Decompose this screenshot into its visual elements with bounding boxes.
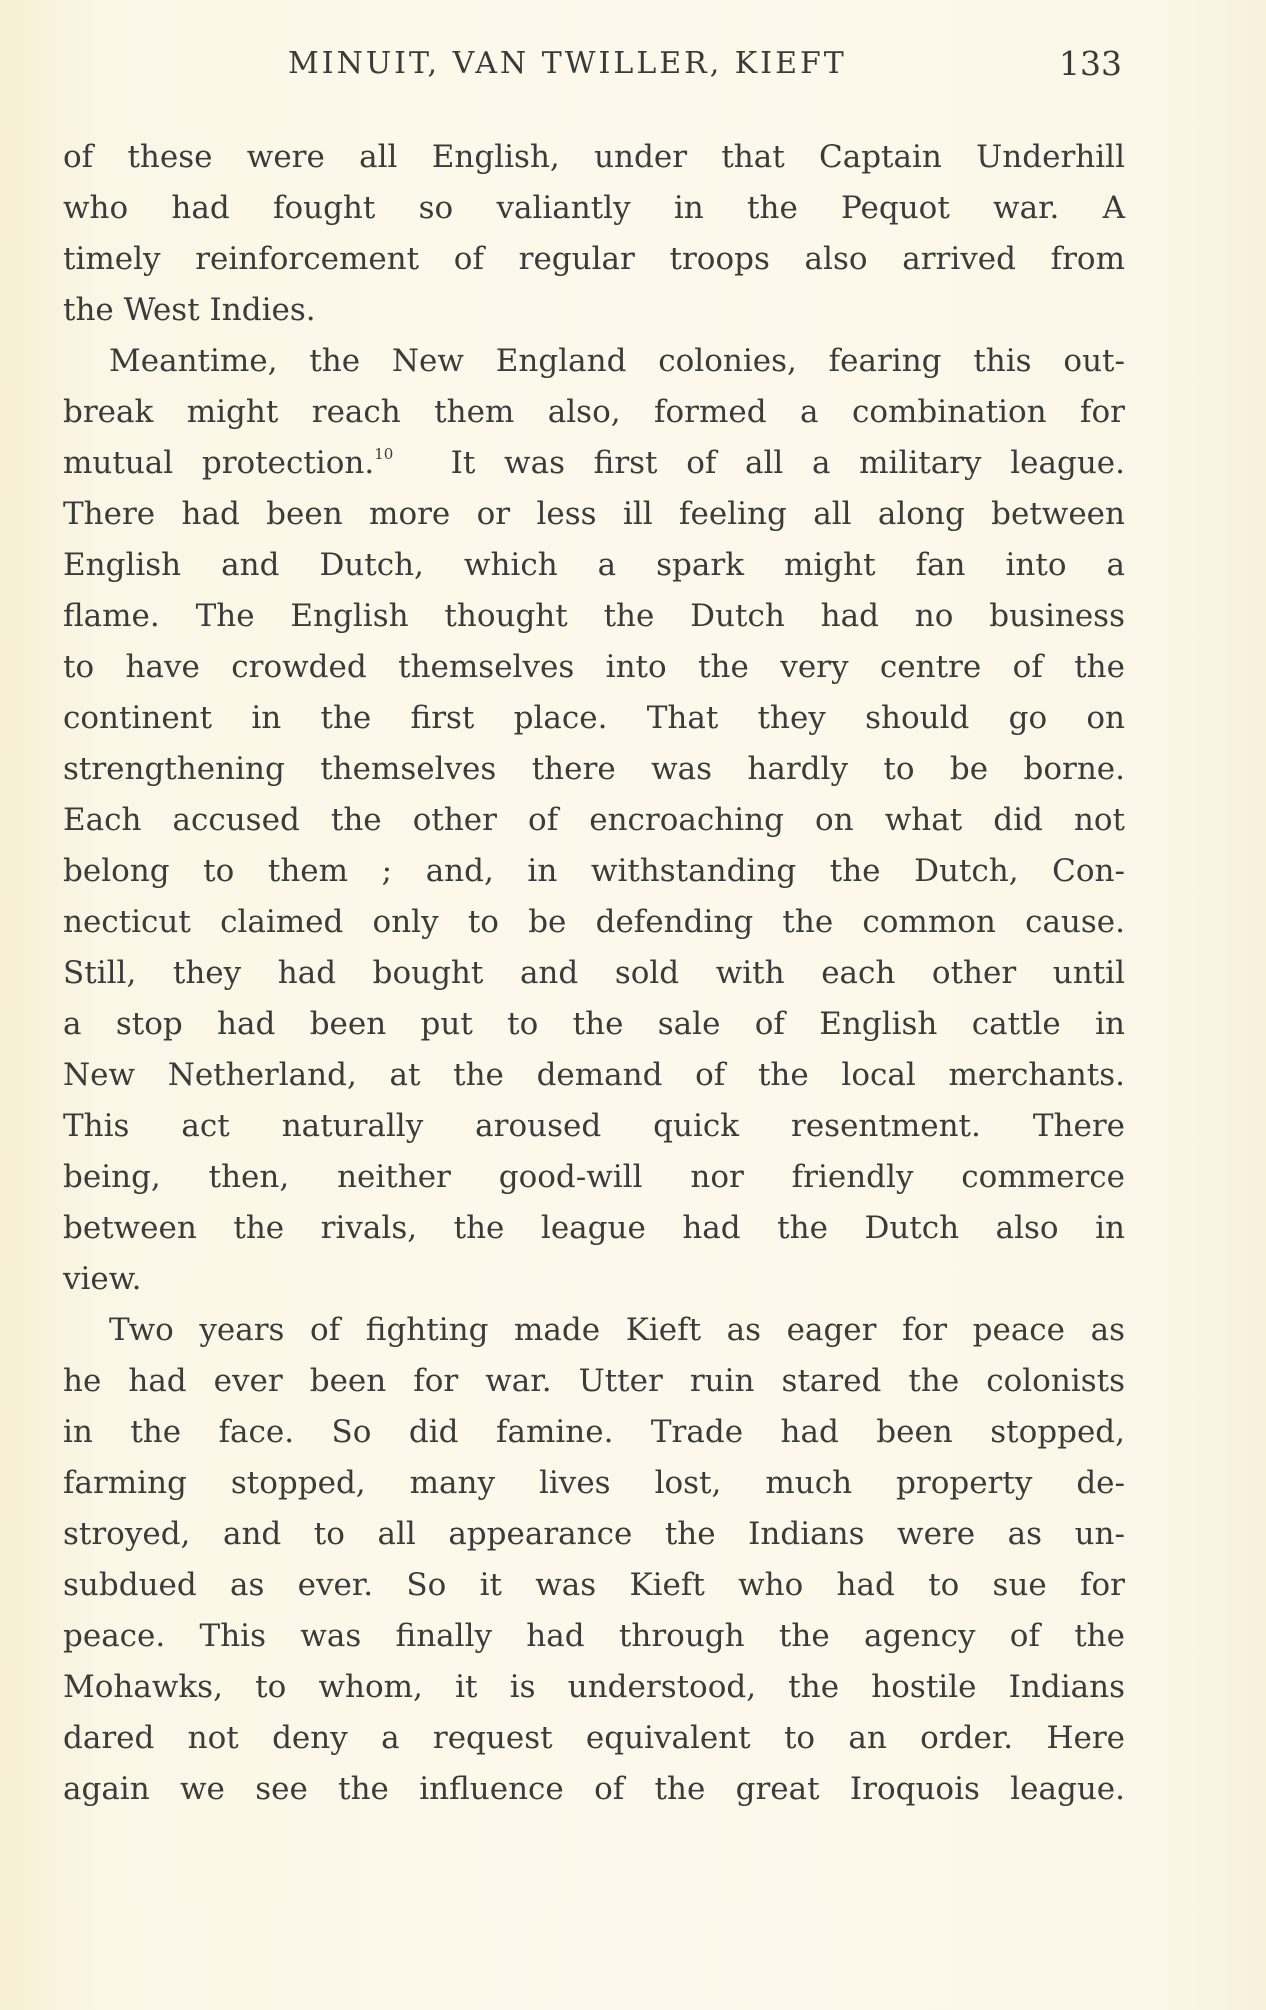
text-line: Mohawks, to whom, it is understood, the hostile Indians bbox=[63, 1669, 1125, 1705]
text-line: Still, they had bought and sold with each other until bbox=[63, 955, 1125, 991]
text-line: he had ever been for war. Utter ruin stared the colonists bbox=[63, 1363, 1125, 1399]
text-line: again we see the influence of the great Iroquois league. bbox=[63, 1771, 1125, 1807]
text-line-with-footnote bbox=[63, 438, 1125, 489]
text-line: continent in the first place. That they should go on bbox=[63, 700, 1125, 736]
text-segment: mutual protection. bbox=[63, 445, 375, 481]
text-line: New Netherland, at the demand of the local merchants. bbox=[63, 1057, 1125, 1093]
text-line: subdued as ever. So it was Kieft who had to sue for bbox=[63, 1567, 1125, 1603]
text-line: Each accused the other of encroaching on what did not bbox=[63, 802, 1125, 838]
text-line: Two years of fighting made Kieft as eager for peace as bbox=[109, 1312, 1125, 1348]
text-line: view. bbox=[63, 1261, 142, 1297]
footnote-reference: 10 bbox=[374, 445, 394, 463]
running-head bbox=[0, 40, 1266, 100]
running-title: MINUIT, VAN TWILLER, KIEFT bbox=[288, 46, 847, 81]
text-line: break might reach them also, formed a combination for bbox=[63, 394, 1125, 430]
page-number: 133 bbox=[1059, 44, 1122, 83]
text-segment: It was first of all a military league. bbox=[450, 445, 1125, 481]
text-line: dared not deny a request equivalent to an order. Here bbox=[63, 1720, 1125, 1756]
text-line: English and Dutch, which a spark might fan into a bbox=[63, 547, 1125, 583]
text-line: being, then, neither good-will nor friendly commerce bbox=[63, 1159, 1125, 1195]
text-line: This act naturally aroused quick resentment. There bbox=[63, 1108, 1125, 1144]
text-line: necticut claimed only to be defending the common cause. bbox=[63, 904, 1125, 940]
text-line: flame. The English thought the Dutch had no business bbox=[63, 598, 1125, 634]
text-line: the West Indies. bbox=[63, 292, 316, 328]
text-line: farming stopped, many lives lost, much property de- bbox=[63, 1465, 1125, 1501]
text-line: There had been more or less ill feeling all along between bbox=[63, 496, 1125, 532]
text-line: belong to them ; and, in withstanding the Dutch, Con- bbox=[63, 853, 1125, 889]
text-line: peace. This was finally had through the agency of the bbox=[63, 1618, 1125, 1654]
text-line: timely reinforcement of regular troops also arrived from bbox=[63, 241, 1125, 277]
text-line: to have crowded themselves into the very centre of the bbox=[63, 649, 1125, 685]
text-line: Meantime, the New England colonies, fearing this out- bbox=[109, 343, 1125, 379]
text-line: strengthening themselves there was hardly to be borne. bbox=[63, 751, 1125, 787]
text-line: of these were all English, under that Captain Underhill bbox=[63, 139, 1125, 175]
text-line: stroyed, and to all appearance the Indians were as un- bbox=[63, 1516, 1125, 1552]
text-line: in the face. So did famine. Trade had been stopped, bbox=[63, 1414, 1125, 1450]
text-line: between the rivals, the league had the Dutch also in bbox=[63, 1210, 1125, 1246]
text-line: who had fought so valiantly in the Pequot war. A bbox=[63, 190, 1125, 226]
text-line: a stop had been put to the sale of English cattle in bbox=[63, 1006, 1125, 1042]
body-text bbox=[63, 132, 1125, 1815]
